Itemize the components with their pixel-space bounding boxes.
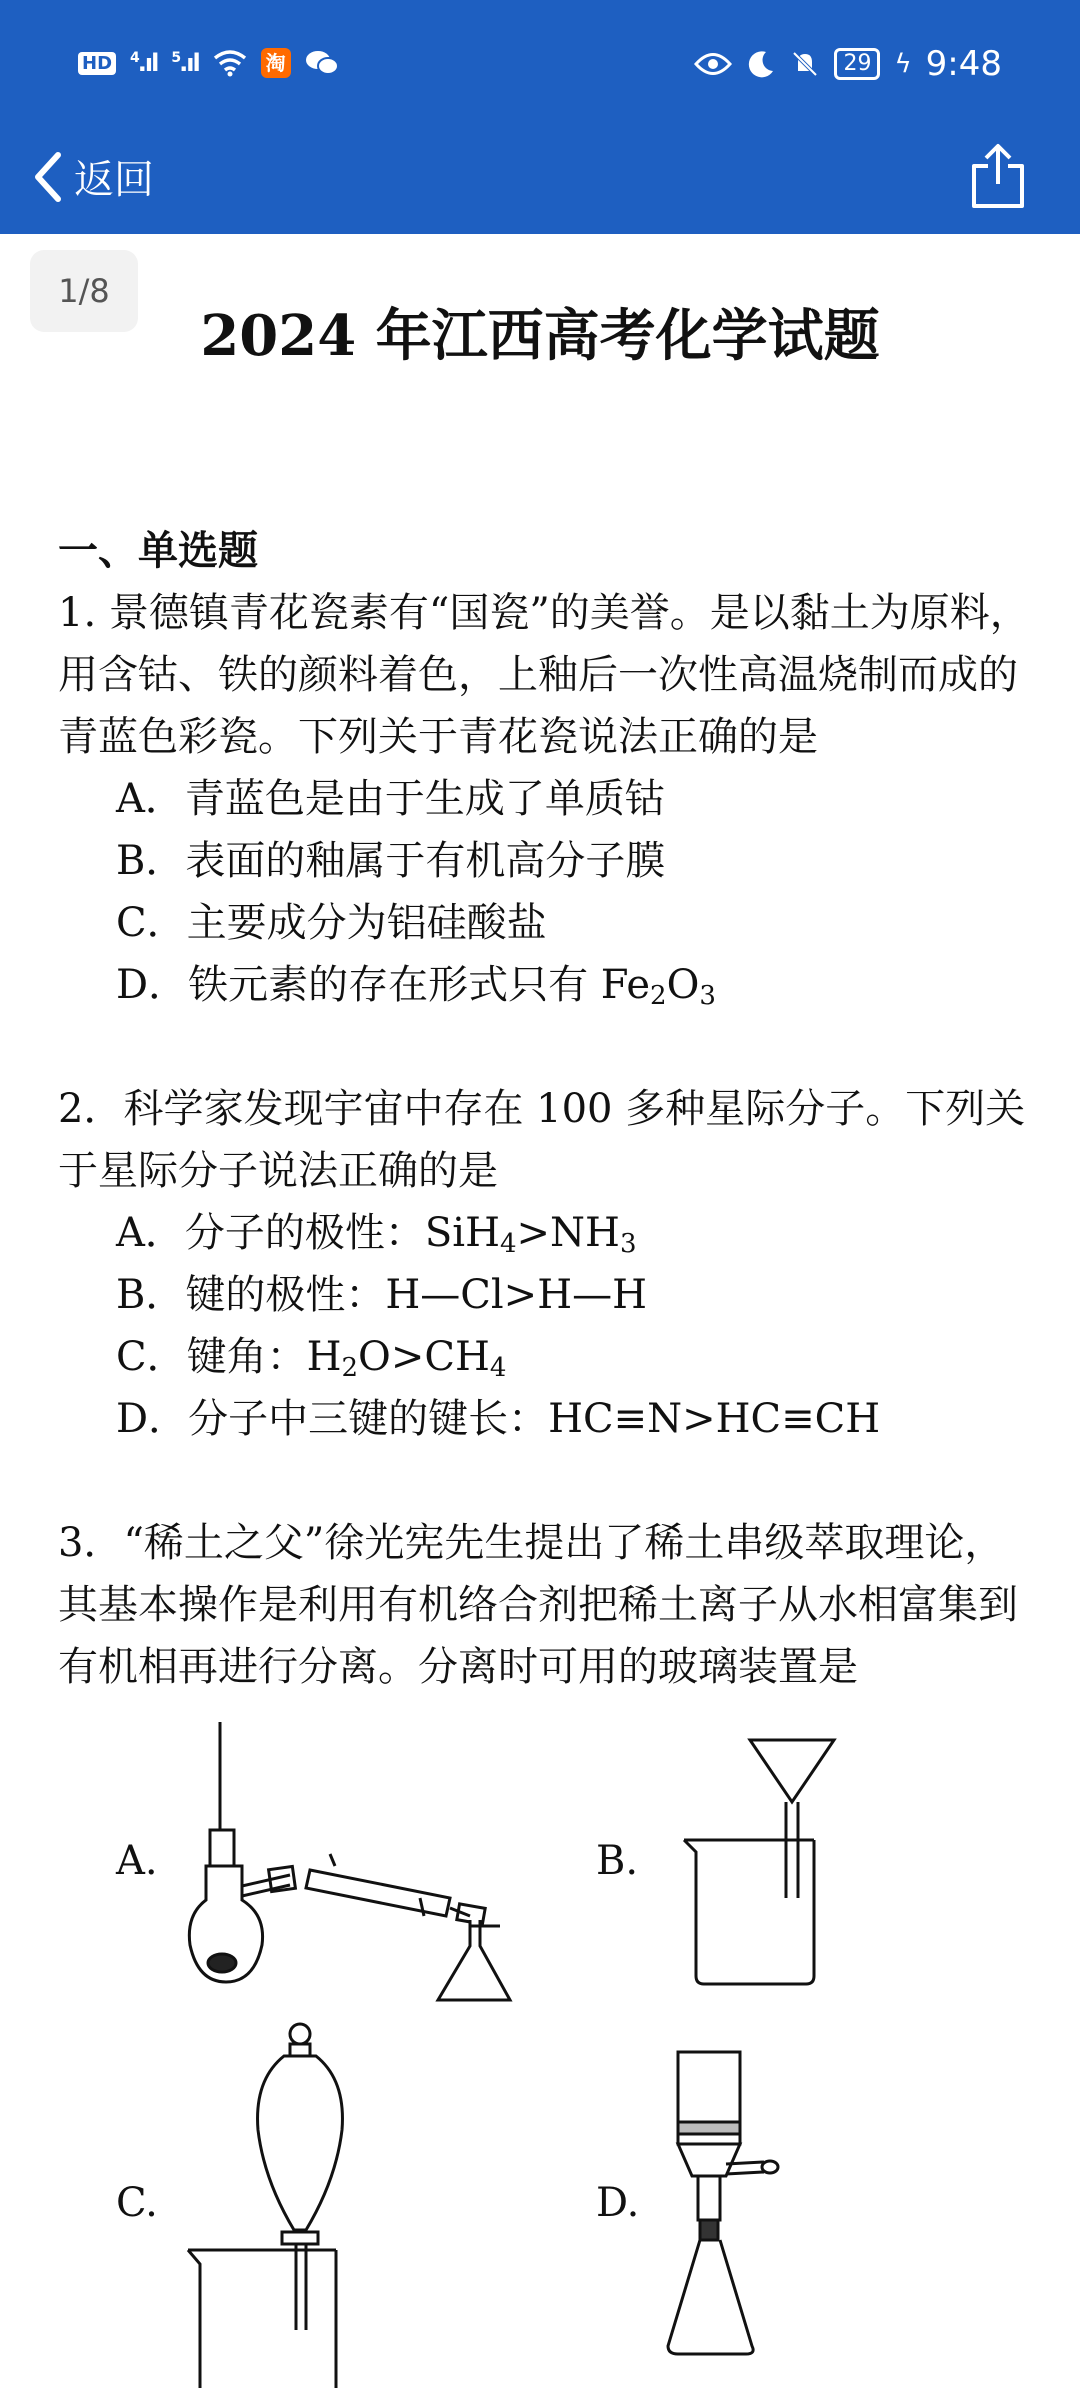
figure-label-c: C.	[116, 2180, 158, 2226]
share-icon[interactable]	[968, 140, 1028, 212]
question-1-stem: 1. 景德镇青花瓷素有“国瓷”的美誉。是以黏土为原料，用含钴、铁的颜料着色，上釉后一次性高温烧制而成的青蓝色彩瓷。下列关于青花瓷说法正确的是	[58, 590, 1030, 760]
figure-label-d: D.	[596, 2180, 640, 2226]
distillation-apparatus-figure	[180, 1720, 520, 2010]
signal-icon-1: $^4$.ıl	[130, 49, 158, 77]
separatory-funnel-figure	[186, 2020, 366, 2388]
question-3-stem: 3．“稀土之父”徐光宪先生提出了稀土串级萃取理论，其基本操作是利用有机络合剂把稀土离子从水相富集到有机相再进行分离。分离时可用的玻璃装置是	[58, 1520, 1018, 1690]
charging-icon: ϟ	[894, 49, 912, 79]
wifi-icon	[213, 49, 247, 77]
status-bar	[0, 0, 1080, 130]
moon-icon	[746, 49, 776, 79]
back-label: 返回	[74, 157, 154, 203]
question-2-stem: 2．科学家发现宇宙中存在 100 多种星际分子。下列关于星际分子说法正确的是	[58, 1086, 1026, 1194]
question-2-option-d: D．分子中三键的键长：HC≡N>HC≡CH	[116, 1396, 881, 1442]
question-2-option-b: B．键的极性：H—Cl>H—H	[116, 1272, 647, 1318]
back-button[interactable]	[30, 148, 154, 205]
question-1-option-d: D．铁元素的存在形式只有 $Fe_2O_3$	[116, 962, 716, 1011]
page-indicator: 1/8	[30, 250, 138, 332]
question-1-option-a: A．青蓝色是由于生成了单质钴	[116, 776, 665, 822]
question-2-option-a: A．分子的极性：$SiH_4>NH_3$	[116, 1210, 637, 1259]
figure-label-a: A.	[116, 1838, 158, 1884]
nav-bar	[0, 130, 1080, 234]
clock: 9:48	[925, 44, 1002, 84]
taobao-icon: 淘	[261, 48, 291, 78]
suction-filtration-figure	[664, 2050, 804, 2360]
document-title: 2024 年江西高考化学试题	[200, 303, 880, 369]
battery-icon: 29	[834, 48, 880, 80]
hd-icon: HD	[78, 52, 116, 75]
status-right-icons	[694, 44, 1002, 84]
eye-icon	[694, 51, 732, 77]
mute-bell-icon	[790, 49, 820, 79]
section-heading: 一、单选题	[58, 528, 258, 574]
figure-label-b: B.	[596, 1838, 639, 1884]
question-1-option-c: C．主要成分为铝硅酸盐	[116, 900, 547, 946]
document-content	[58, 520, 1038, 1698]
wechat-icon	[305, 49, 339, 77]
question-2-option-c: C．键角：$H_2O>CH_4$	[116, 1334, 507, 1383]
question-1-option-b: B．表面的釉属于有机高分子膜	[116, 838, 666, 884]
signal-icon-2: $^5$.ıl	[171, 49, 199, 77]
funnel-beaker-figure	[666, 1738, 846, 1988]
chevron-left-icon	[30, 149, 66, 205]
status-left-icons	[78, 48, 339, 78]
